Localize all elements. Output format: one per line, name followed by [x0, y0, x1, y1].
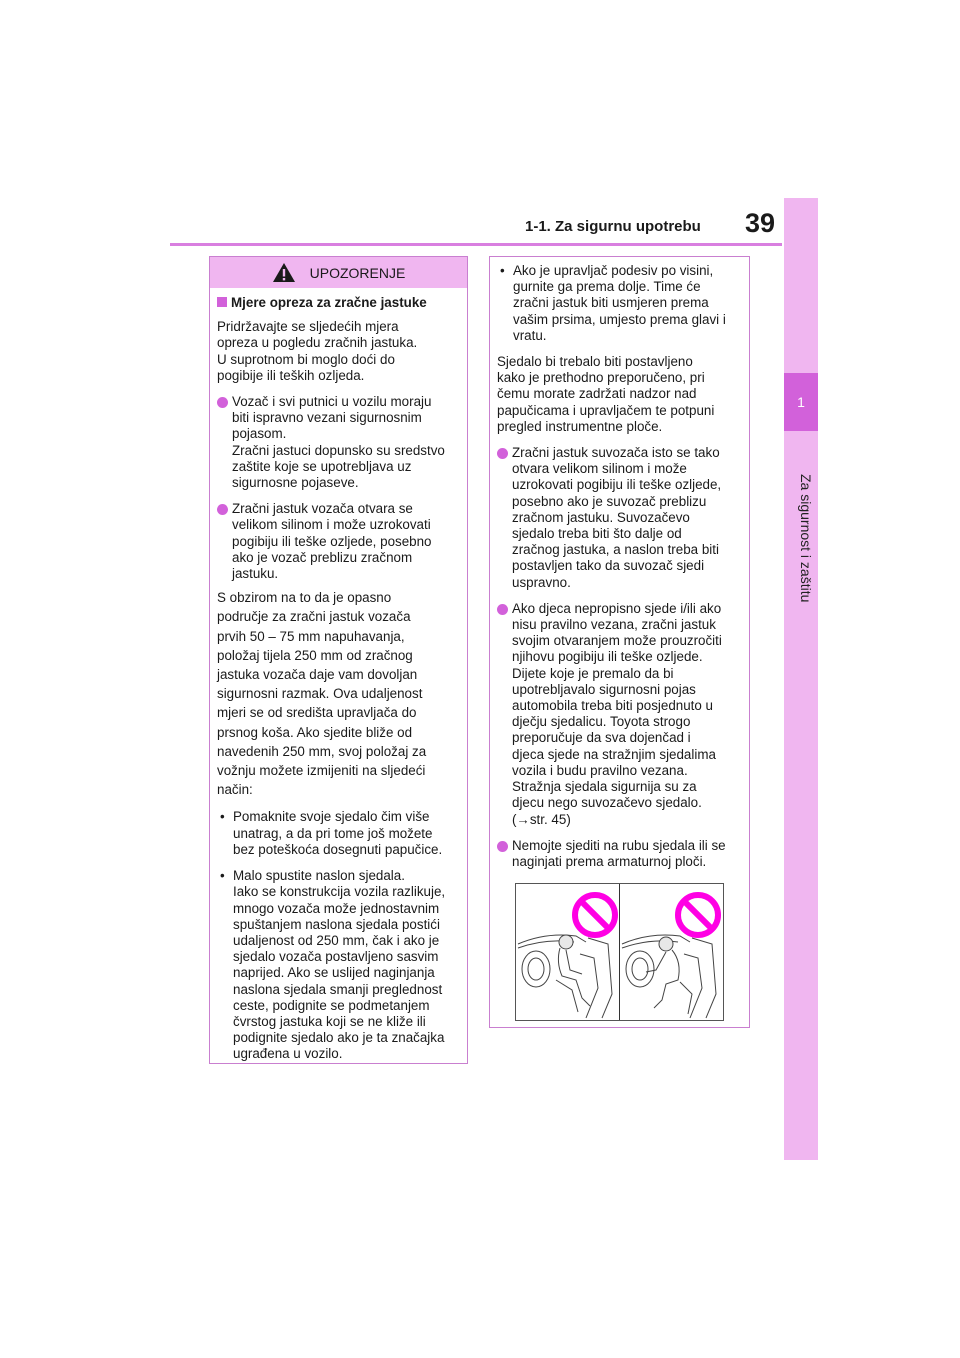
subheading-text: Mjere opreza za zračne jastuke: [231, 295, 427, 310]
bullet-seatbelt: Vozač i svi putnici u vozilu moraju biti ispravno vezani sigurnosnim pojasom. Zračni jastuci dopunsko su sredstvo zaštite koje se upotrebljava uz sigurnosne pojaseve.: [217, 394, 461, 491]
prohibited-seating-illustration: [516, 884, 723, 1020]
header-rule: [170, 243, 782, 246]
bullet-dot-icon: [217, 397, 228, 408]
illustration: [515, 883, 724, 1021]
section-title: 1-1. Za sigurnu upotrebu: [525, 218, 701, 235]
bullet-dot-icon: [497, 604, 508, 615]
distance-paragraph: S obzirom na to da je opasno područje za zračni jastuk vozača prvih 50 – 75 mm napuhavanja, položaj tijela 250 mm od zračnog jastuka vozača daje vam dovoljan sigurnosni razmak. Ova udaljenost mjeri se od središta upravljača do prsnog koša. Ako sjedite bliže od navedenih 250 mm, svoj položaj za vožnju možete izmijeniti na sljedeći način:: [217, 590, 427, 798]
dash-item-steering: • Ako je upravljač podesiv po visini, gurnite ga prema dolje. Time će zračni jastuk biti usmjeren prema vašim prsima, umjesto prema glavi i vratu.: [500, 263, 726, 343]
seat-paragraph: Sjedalo bi trebalo biti postavljeno kako je prethodno preporučeno, pri čemu morate zadržati nadzor nad papučicama i upravljačem te potpuni pregled instrumentne ploče.: [497, 354, 715, 434]
bullet-passenger-airbag: Zračni jastuk suvozača isto se tako otvara velikom silinom i može uzrokovati pogibiju ili teške ozljede, posebno ako je suvozač preblizu zračnom jastuku. Suvozačevo sjedalo treba biti što dalje od zračnog jastuka, a naslon treba biti postavljen tako da suvozač sjedi uspravno.: [497, 445, 743, 591]
page-number: 39: [745, 208, 776, 238]
bullet-dot-icon: [497, 841, 508, 852]
bullet-seat-edge: Nemojte sjediti na rubu sjedala ili se naginjati prema armaturnoj ploči.: [497, 838, 743, 870]
dash-item-backrest: • Malo spustite naslon sjedala. Iako se konstrukcija vozila razlikuje, mnogo vozača može jednostavnim spuštanjem naslona sjedala postići udaljenost od 250 mm, čak i ako je sjedalo vozača postavljeno sasvim naprijed. Ako se uslijed naginjanja naslona sjedala smanji preglednost ceste, podignite se podmetanjem čvrstog jastuka koji se ne kliže ili podignite sjedalo ako je ta značajka ugrađena u vozilo.: [220, 868, 446, 1062]
chapter-label: Za sigurnost i zaštitu: [798, 473, 814, 603]
warning-box: [209, 256, 468, 1064]
dash-item-seat: • Pomaknite svoje sjedalo čim više unatrag, a da pri tome još možete bez poteškoća dosegnuti papučice.: [220, 809, 443, 857]
chapter-number: 1: [784, 373, 818, 431]
side-tab: [784, 198, 818, 1160]
bullet-dot-icon: [497, 448, 508, 459]
warning-triangle-icon: [272, 262, 296, 283]
square-bullet-icon: [217, 297, 227, 307]
intro-paragraph: Pridržavajte se sljedećih mjera opreza u pogledu zračnih jastuka. U suprotnom bi moglo doći do pogibije ili teških ozljeda.: [217, 319, 418, 383]
prohibited-icon-left: [575, 895, 615, 935]
bullet-children: Ako djeca nepropisno sjede i/ili ako nisu pravilno vezana, zračni jastuk svojim otvaranjem može prouzročiti njihovu pogibiju ili teške ozljede. Dijete koje je premalo da bi upotrebljavalo sigurnosni pojas automobila treba biti posjednuto u dječju sjedalicu. Toyota strogo preporučuje da sva dojenčad i djeca sjede na stražnjim sjedalima vozila i budu pravilno vezana. Stražnja sjedala sigurnija su za djecu nego suvozačevo sjedalo. (→str. 45): [497, 601, 743, 828]
warning-title: UPOZORENJE: [309, 264, 406, 281]
subheading: [217, 295, 461, 311]
warning-header: [210, 257, 467, 288]
prohibited-icon-right: [678, 895, 718, 935]
left-panel: [518, 935, 612, 1018]
bullet-driver-airbag: Zračni jastuk vozača otvara se velikom silinom i može uzrokovati pogibiju ili teške ozljede, posebno ako je vozač preblizu zračnom jastuku.: [217, 501, 461, 582]
right-panel: [622, 935, 716, 1018]
bullet-dot-icon: [217, 504, 228, 515]
